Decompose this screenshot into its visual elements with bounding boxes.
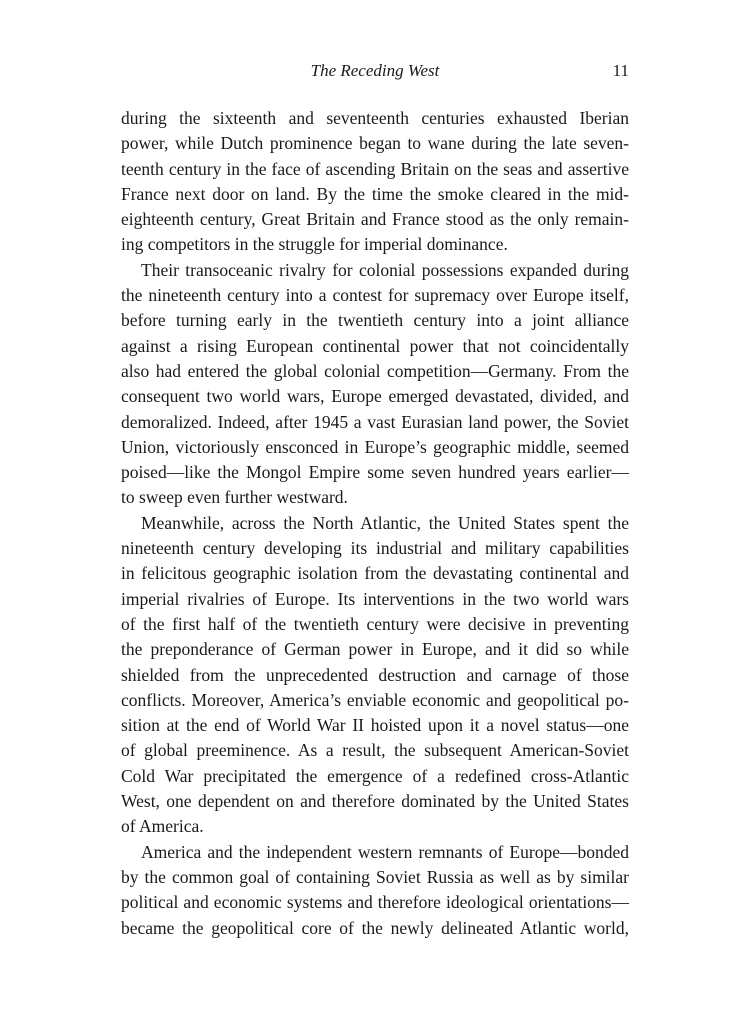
paragraph <box>121 840 629 941</box>
text-line: the nineteenth century into a contest for supremacy over Europe itself, <box>121 285 629 306</box>
paragraph <box>121 106 629 258</box>
page-number: 11 <box>612 61 629 80</box>
text-line: conflicts. Moreover, America’s enviable economic and geopolitical po- <box>121 689 629 710</box>
text-line: West, one dependent on and therefore dominated by the United States <box>121 791 629 812</box>
text-line: Meanwhile, across the North Atlantic, the United States spent the <box>141 512 629 533</box>
text-line: Union, victoriously ensconced in Europe’s geographic middle, seemed <box>121 436 629 457</box>
text-line: consequent two world wars, Europe emerged devastated, divided, and <box>121 386 629 407</box>
text-line: poised—like the Mongol Empire some seven hundred years earlier— <box>121 462 629 483</box>
text-line: political and economic systems and therefore ideological orientations— <box>121 892 629 913</box>
text-line: Their transoceanic rivalry for colonial possessions expanded during <box>141 259 629 280</box>
running-head <box>121 59 629 83</box>
text-line: also had entered the global colonial competition—Germany. From the <box>121 360 629 381</box>
text-line: in felicitous geographic isolation from the devastating continental and <box>121 563 629 584</box>
text-line: shielded from the unprecedented destruction and carnage of those <box>121 664 629 685</box>
text-line: before turning early in the twentieth century into a joint alliance <box>121 310 629 331</box>
text-line: during the sixteenth and seventeenth centuries exhausted Iberian <box>121 108 629 128</box>
text-line: Cold War precipitated the emergence of a redefined cross-Atlantic <box>121 765 629 786</box>
text-line: America and the independent western remnants of Europe—bonded <box>141 841 629 862</box>
paragraph <box>121 258 629 511</box>
text-line: of the first half of the twentieth century were decisive in preventing <box>121 613 629 634</box>
text-line: sition at the end of World War II hoisted upon it a novel status—one <box>121 715 629 736</box>
text-line: imperial rivalries of Europe. Its interventions in the two world wars <box>121 588 629 609</box>
text-line: became the geopolitical core of the newly delineated Atlantic world, <box>121 917 629 938</box>
text-line: teenth century in the face of ascending Britain on the seas and assertive <box>121 158 629 179</box>
text-line: eighteenth century, Great Britain and France stood as the only remain- <box>121 209 629 230</box>
text-line: France next door on land. By the time the smoke cleared in the mid- <box>121 183 629 204</box>
text-line: power, while Dutch prominence began to wane during the late seven- <box>121 133 629 154</box>
body-text <box>121 106 629 941</box>
text-line: the preponderance of German power in Europe, and it did so while <box>121 639 629 660</box>
paragraph <box>121 511 629 840</box>
text-line: ing competitors in the struggle for imperial dominance. <box>121 234 508 255</box>
text-line: demoralized. Indeed, after 1945 a vast Eurasian land power, the Soviet <box>121 411 629 432</box>
text-line: by the common goal of containing Soviet Russia as well as by similar <box>121 866 629 887</box>
text-line: to sweep even further westward. <box>121 487 348 508</box>
text-line: of America. <box>121 816 204 837</box>
text-line: against a rising European continental power that not coincidentally <box>121 335 629 356</box>
text-line: of global preeminence. As a result, the subsequent American-Soviet <box>121 740 629 761</box>
running-title: The Receding West <box>310 61 440 80</box>
text-line: nineteenth century developing its industrial and military capabilities <box>121 538 629 559</box>
